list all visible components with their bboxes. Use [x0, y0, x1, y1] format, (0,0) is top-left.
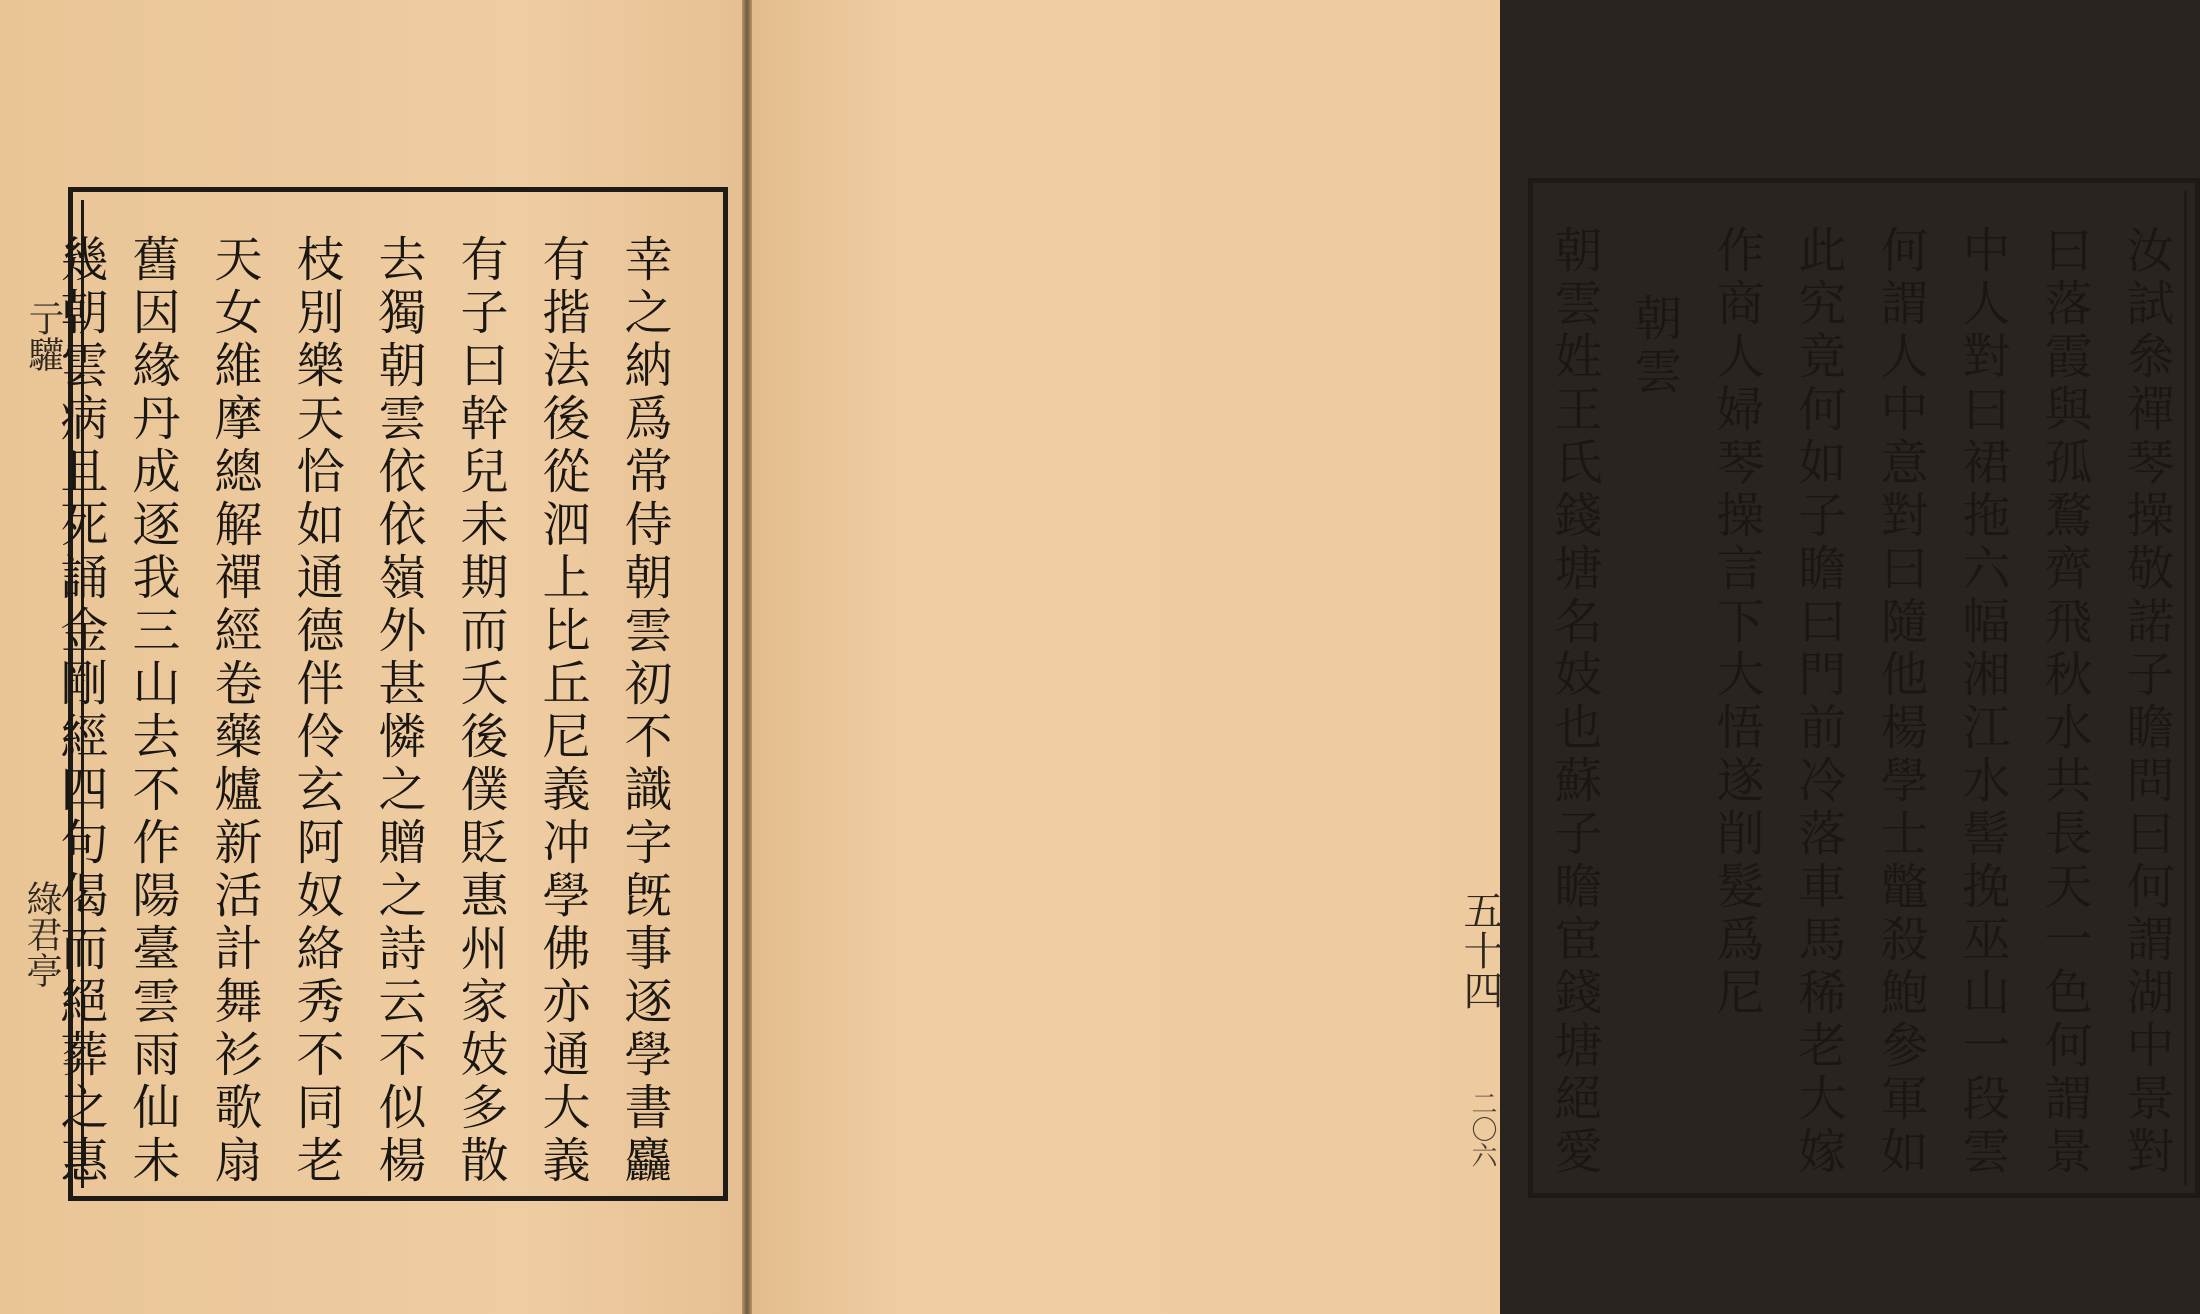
left-text-frame: [52, 187, 728, 1201]
right-column-2: 曰落霞與孤鶩齊飛秋水共長天一色何謂景: [2036, 225, 2092, 1179]
right-section-heading: 朝雲: [1626, 293, 1682, 399]
left-column-2: 有揩法後從泗上比丘尼義冲學佛亦通大義: [534, 234, 590, 1188]
left-margin-top-text: 亍驩: [23, 300, 64, 372]
right-text-frame: [1528, 178, 2200, 1198]
folio-small-number: 二〇六: [1467, 1090, 1497, 1168]
right-column-3: 中人對曰裙拖六幅湘江水髻挽巫山一段雲: [1954, 225, 2010, 1179]
right-column-1: 汝試叅禪琴操敬諾子瞻問曰何謂湖中景對: [2118, 225, 2174, 1179]
left-page: [0, 0, 742, 1314]
right-column-5: 此究竟何如子瞻曰門前冷落車馬稀老大嫁: [1790, 225, 1846, 1179]
left-column-1: 幸之納爲常侍朝雲初不識字旣事逐學書麤: [616, 234, 672, 1188]
book-gutter: [742, 0, 752, 1314]
left-column-4: 去獨朝雲依依嶺外甚憐之贈之詩云不似楊: [370, 234, 426, 1188]
left-column-3: 有子曰幹兒未期而夭後僕貶惠州家妓多散: [452, 234, 508, 1188]
right-column-4: 何謂人中意對曰隨他楊學士鼈殺鮑參軍如: [1872, 225, 1928, 1179]
right-column-8: 朝雲姓王氏錢塘名妓也蘇子瞻宦錢塘絕愛: [1546, 225, 1602, 1179]
left-column-7: 舊因緣丹成逐我三山去不作陽臺雲雨仙未: [124, 234, 180, 1188]
left-column-8: 幾朝雲病且死誦金剛經四句偈而絕葬之惠: [52, 234, 108, 1188]
left-column-6: 天女維摩總解禪經卷藥爐新活計舞衫歌扇: [206, 234, 262, 1188]
right-frame-rule: [2184, 191, 2187, 1185]
left-margin-title: 綠君亭: [21, 880, 62, 988]
folio-number: 五十四: [1457, 890, 1503, 1010]
left-column-5: 枝別樂天恰如通德伴伶玄阿奴絡秀不同老: [288, 234, 344, 1188]
right-page: [752, 0, 2174, 1314]
right-column-6: 作商人婦琴操言下大悟遂削髮爲尼: [1708, 225, 1764, 1020]
